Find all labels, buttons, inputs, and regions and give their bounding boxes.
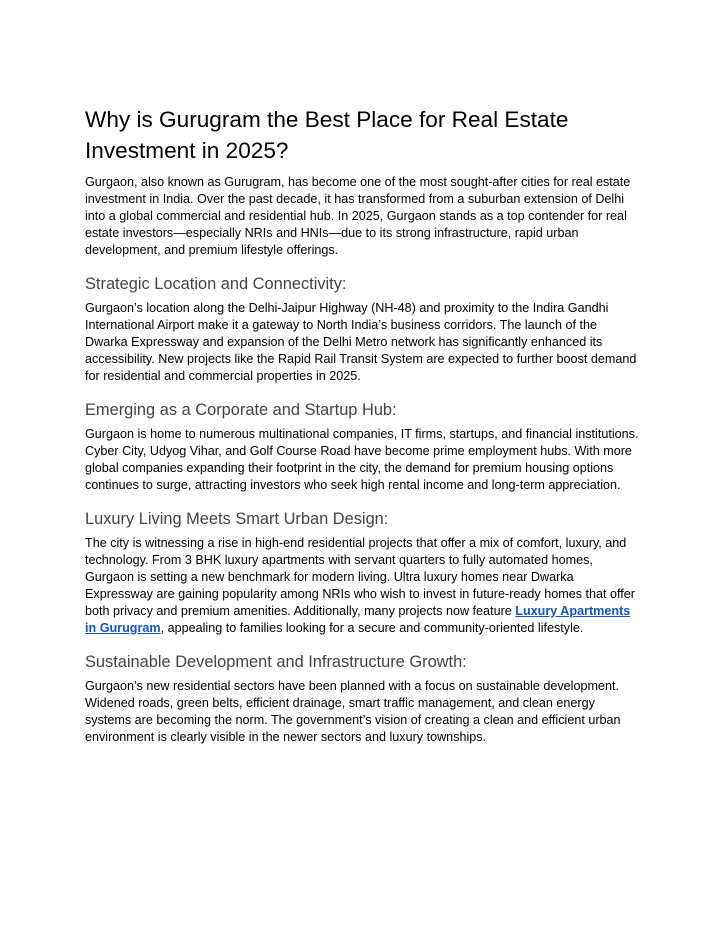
section-paragraph xyxy=(85,535,641,637)
section-heading: Strategic Location and Connectivity: xyxy=(85,275,347,293)
paragraph-text-after-link: , appealing to families looking for a secure and community-oriented lifestyle. xyxy=(160,621,584,635)
section-paragraph: Gurgaon’s location along the Delhi-Jaipur Highway (NH-48) and proximity to the Indira Gandhi International Airport make it a gateway to North India’s business corridors. The launch of the Dwarka Expressway and expansion of the Delhi Metro network has significantly enhanced its accessibility. New projects like the Rapid Rail Transit System are expected to further boost demand for residential and commercial properties in 2025. xyxy=(85,301,637,383)
luxury-apartments-link[interactable]: Luxury Apartments in Gurugram xyxy=(85,604,631,635)
paragraph-text-before-link: The city is witnessing a rise in high-end residential projects that offer a mix of comfort, luxury, and technology. From 3 BHK luxury apartments with servant quarters to fully automated homes, Gurgaon is setting a new benchmark for modern living. Ultra luxury homes near Dwarka Expressway are gaining popularity among NRIs who wish to invest in future-ready homes that offer both privacy and premium amenities. Additionally, many projects now feature xyxy=(85,536,635,618)
section-sustainable-development xyxy=(85,651,641,746)
page-title: Why is Gurugram the Best Place for Real Estate Investment in 2025? xyxy=(85,107,569,163)
document-page xyxy=(85,104,641,746)
intro-paragraph: Gurgaon, also known as Gurugram, has become one of the most sought-after cities for real estate investment in India. Over the past decade, it has transformed from a suburban extension of Delhi into a global commercial and residential hub. In 2025, Gurgaon stands as a top contender for real estate investors—especially NRIs and HNIs—due to its strong infrastructure, rapid urban development, and premium lifestyle offerings. xyxy=(85,175,631,257)
section-heading: Emerging as a Corporate and Startup Hub: xyxy=(85,401,397,419)
section-location-connectivity xyxy=(85,273,641,385)
section-paragraph: Gurgaon’s new residential sectors have been planned with a focus on sustainable development. Widened roads, green belts, efficient drainage, smart traffic management, and clean energy systems are becoming the norm. The government’s vision of creating a clean and efficient urban environment is clearly visible in the newer sectors and luxury townships. xyxy=(85,679,621,744)
section-paragraph: Gurgaon is home to numerous multinational companies, IT firms, startups, and financial institutions. Cyber City, Udyog Vihar, and Golf Course Road have become prime employment hubs. With more global companies expanding their footprint in the city, the demand for premium housing options continues to surge, attracting investors who seek high rental income and long-term appreciation. xyxy=(85,427,639,492)
section-corporate-hub xyxy=(85,399,641,494)
section-luxury-living xyxy=(85,508,641,637)
section-heading: Sustainable Development and Infrastructure Growth: xyxy=(85,653,467,671)
section-heading: Luxury Living Meets Smart Urban Design: xyxy=(85,510,389,528)
